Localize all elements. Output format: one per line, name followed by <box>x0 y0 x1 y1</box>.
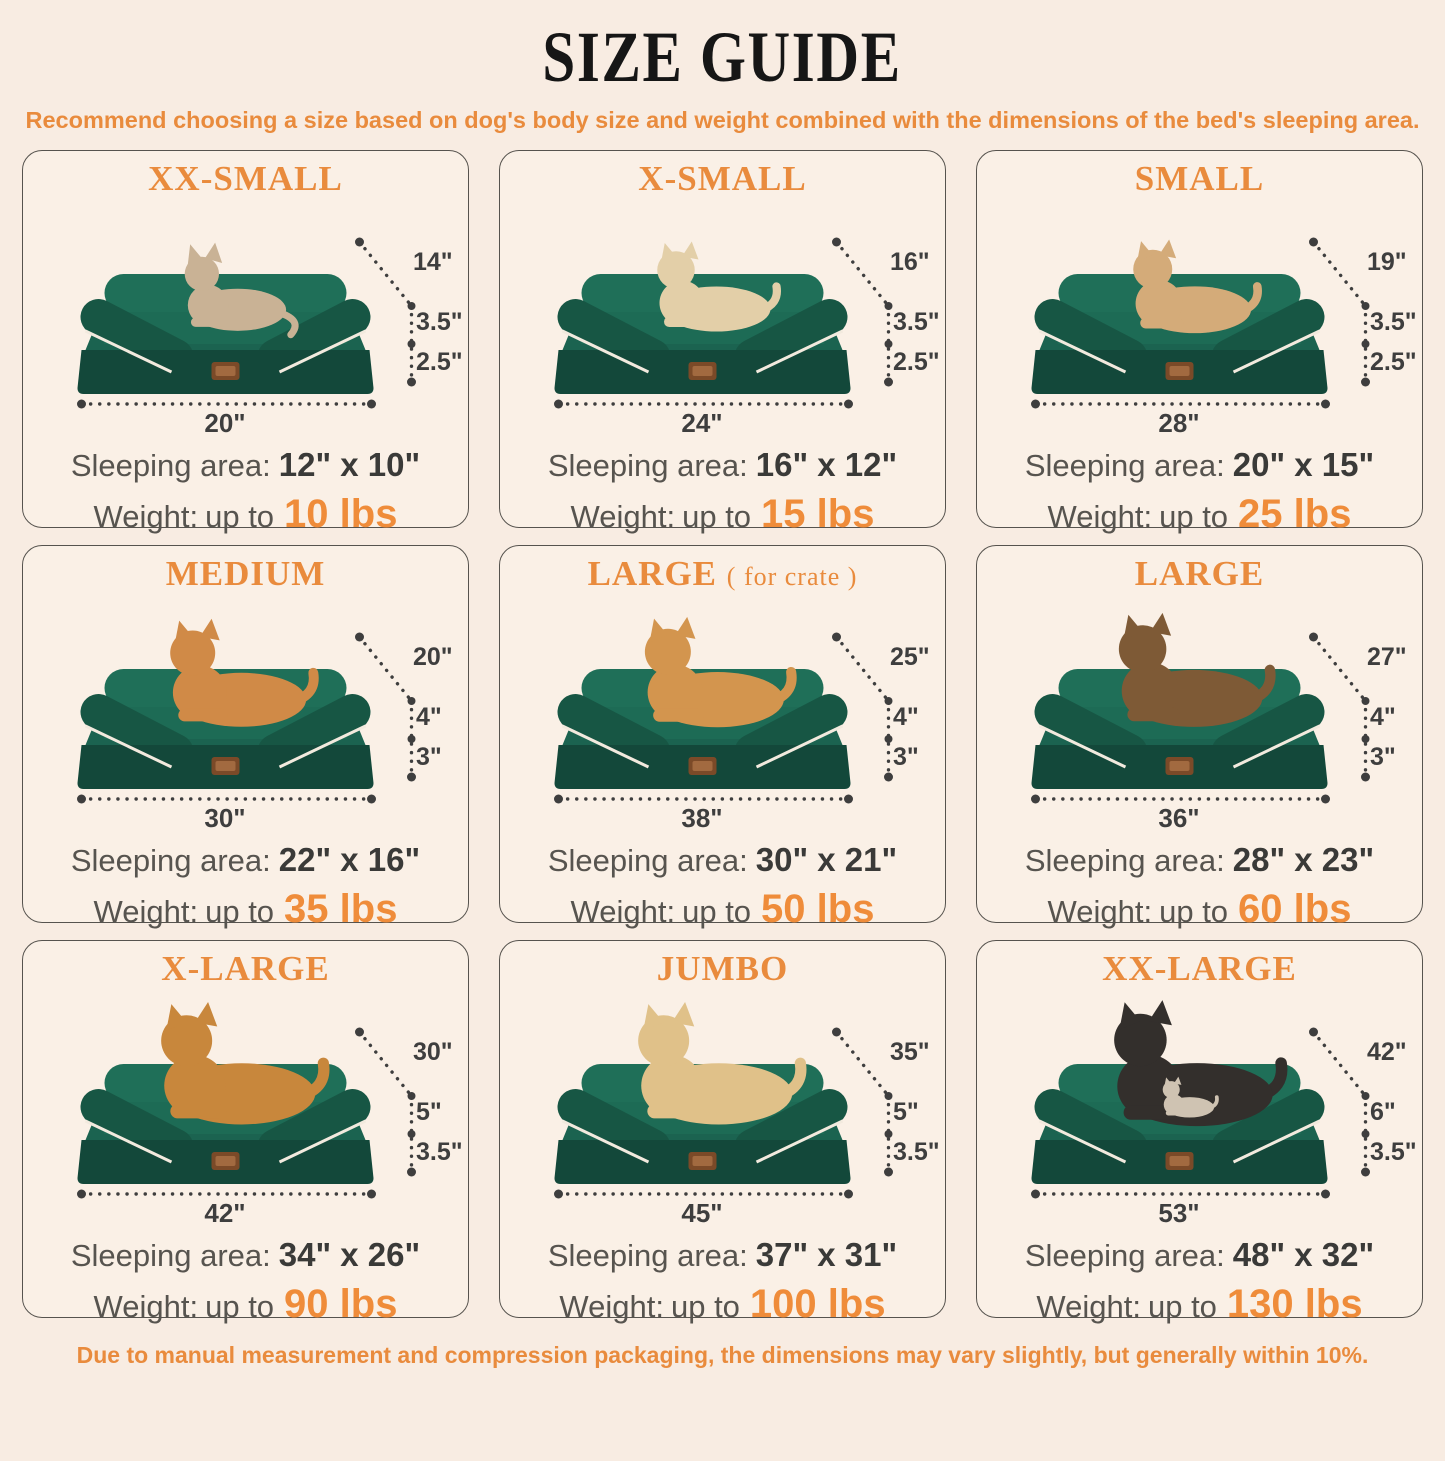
page-header <box>0 16 1445 134</box>
sleeping-area-line <box>23 446 468 484</box>
up-to-label: up to <box>205 893 275 929</box>
base-height-label: 3.5" <box>416 1137 463 1166</box>
up-to-label: up to <box>1147 1288 1217 1324</box>
weight-label: Weight: <box>1036 1288 1141 1324</box>
sleeping-area-label: Sleeping area: <box>1024 1237 1225 1273</box>
bed-illustration <box>23 595 468 833</box>
weight-value: 60 lbs <box>1238 886 1352 931</box>
card-size-title <box>23 556 468 593</box>
bed-illustration <box>500 595 945 833</box>
bolster-height-label: 5" <box>893 1097 919 1126</box>
sleeping-area-label: Sleeping area: <box>547 842 748 878</box>
bed-width-label: 38" <box>681 802 723 833</box>
bolster-height-label: 4" <box>416 702 442 731</box>
sleeping-area-label: Sleeping area: <box>1024 447 1225 483</box>
sleeping-area-value: 48" x 32" <box>1232 1235 1375 1273</box>
dog-silhouette <box>638 1002 801 1124</box>
bed-depth-label: 25" <box>890 642 930 671</box>
card-size-title <box>23 161 468 198</box>
up-to-label: up to <box>1159 498 1229 534</box>
size-name: LARGE <box>1134 554 1265 593</box>
bed-depth-label: 42" <box>1367 1037 1407 1066</box>
size-card-large <box>976 545 1423 931</box>
sleeping-area-label: Sleeping area: <box>70 447 271 483</box>
sleeping-area-label: Sleeping area: <box>70 1237 271 1273</box>
weight-value: 130 lbs <box>1226 1281 1363 1326</box>
weight-line <box>500 1276 945 1332</box>
page-title <box>0 16 1445 99</box>
weight-label: Weight: <box>93 893 199 929</box>
bed-width-label: 45" <box>681 1197 723 1228</box>
size-name: LARGE <box>587 554 718 593</box>
bed-width-label: 30" <box>204 802 246 833</box>
weight-line <box>500 881 945 937</box>
weight-line <box>977 486 1422 542</box>
bolster-height-label: 4" <box>893 702 919 731</box>
sleeping-area-label: Sleeping area: <box>1024 842 1225 878</box>
size-card-small <box>976 150 1423 536</box>
page-subtitle: Recommend choosing a size based on dog's body size and weight combined with the dimensions of the bed's sleeping area. <box>25 107 1420 133</box>
sleeping-area-line <box>23 1236 468 1274</box>
weight-label: Weight: <box>559 1288 664 1324</box>
sleeping-area-label: Sleeping area: <box>547 447 748 483</box>
size-card-x-large <box>22 940 469 1326</box>
weight-line <box>977 881 1422 937</box>
size-card-grid <box>0 150 1445 1326</box>
bed-illustration <box>977 200 1422 438</box>
sleeping-area-value: 30" x 21" <box>755 840 898 878</box>
weight-value: 10 lbs <box>284 491 398 536</box>
weight-line <box>500 486 945 542</box>
bed-dimensions-graphic <box>23 200 468 438</box>
base-height-label: 3.5" <box>893 1137 940 1166</box>
size-card-x-small <box>499 150 946 536</box>
bed-dimensions-graphic <box>23 595 468 833</box>
weight-label: Weight: <box>1047 893 1153 929</box>
weight-label: Weight: <box>1047 498 1153 534</box>
weight-line <box>23 1276 468 1332</box>
size-name: SMALL <box>1134 159 1265 198</box>
dog-silhouette <box>161 1002 324 1124</box>
sleeping-area-line <box>23 841 468 879</box>
bed-depth-label: 19" <box>1367 247 1407 276</box>
weight-label: Weight: <box>93 1288 199 1324</box>
bolster-height-label: 3.5" <box>893 307 940 336</box>
bed-dimensions-graphic <box>500 200 945 438</box>
bed-width-label: 42" <box>204 1197 246 1228</box>
bolster-height-label: 5" <box>416 1097 442 1126</box>
up-to-label: up to <box>682 498 752 534</box>
sleeping-area-value: 16" x 12" <box>755 445 898 483</box>
up-to-label: up to <box>1159 893 1229 929</box>
weight-label: Weight: <box>93 498 199 534</box>
base-height-label: 3" <box>416 742 442 771</box>
bed-width-label: 36" <box>1158 802 1200 833</box>
size-name: XX-LARGE <box>1102 949 1297 988</box>
sleeping-area-value: 37" x 31" <box>755 1235 898 1273</box>
bolster-height-label: 4" <box>1370 702 1396 731</box>
card-size-title <box>977 556 1422 593</box>
measurement-disclaimer: Due to manual measurement and compression packaging, the dimensions may vary slightly, but generally within 10%. <box>76 1342 1369 1368</box>
bed-illustration <box>977 990 1422 1228</box>
card-size-title <box>500 161 945 198</box>
bed-width-label: 28" <box>1158 407 1200 438</box>
bed-depth-label: 27" <box>1367 642 1407 671</box>
bed-dimensions-graphic <box>977 595 1422 833</box>
bed-width-label: 20" <box>204 407 246 438</box>
base-height-label: 2.5" <box>893 347 940 376</box>
bed-illustration <box>23 200 468 438</box>
card-size-title <box>500 556 945 593</box>
weight-line <box>23 881 468 937</box>
base-height-label: 3" <box>1370 742 1396 771</box>
sleeping-area-value: 20" x 15" <box>1232 445 1375 483</box>
bed-illustration <box>500 200 945 438</box>
size-name: XX-SMALL <box>148 159 343 198</box>
bolster-height-label: 3.5" <box>416 307 463 336</box>
sleeping-area-value: 12" x 10" <box>278 445 421 483</box>
size-name: X-LARGE <box>161 949 330 988</box>
size-note: ( for crate ) <box>726 562 858 591</box>
size-card-medium <box>22 545 469 931</box>
base-height-label: 2.5" <box>416 347 463 376</box>
bed-dimensions-graphic <box>23 990 468 1228</box>
size-card-jumbo <box>499 940 946 1326</box>
bed-illustration <box>977 595 1422 833</box>
sleeping-area-line <box>500 446 945 484</box>
bed-dimensions-graphic <box>500 990 945 1228</box>
base-height-label: 3" <box>893 742 919 771</box>
weight-value: 15 lbs <box>761 491 875 536</box>
sleeping-area-value: 34" x 26" <box>278 1235 421 1273</box>
bed-depth-label: 35" <box>890 1037 930 1066</box>
sleeping-area-line <box>500 841 945 879</box>
bed-dimensions-graphic <box>500 595 945 833</box>
page-title-text: SIZE GUIDE <box>542 17 903 97</box>
size-name: JUMBO <box>656 949 789 988</box>
weight-value: 100 lbs <box>749 1281 886 1326</box>
page-footer <box>0 1342 1445 1369</box>
weight-line <box>23 486 468 542</box>
sleeping-area-line <box>977 446 1422 484</box>
up-to-label: up to <box>670 1288 740 1324</box>
card-size-title <box>23 951 468 988</box>
weight-line <box>977 1276 1422 1332</box>
bed-depth-label: 16" <box>890 247 930 276</box>
card-size-title <box>977 951 1422 988</box>
card-size-title <box>500 951 945 988</box>
size-card-xx-small <box>22 150 469 536</box>
sleeping-area-label: Sleeping area: <box>70 842 271 878</box>
bed-illustration <box>23 990 468 1228</box>
bed-depth-label: 14" <box>413 247 453 276</box>
bed-dimensions-graphic <box>977 990 1422 1228</box>
size-name: MEDIUM <box>165 554 326 593</box>
bolster-height-label: 6" <box>1370 1097 1396 1126</box>
weight-value: 90 lbs <box>284 1281 398 1326</box>
bed-depth-label: 30" <box>413 1037 453 1066</box>
bed-depth-label: 20" <box>413 642 453 671</box>
base-height-label: 3.5" <box>1370 1137 1417 1166</box>
up-to-label: up to <box>682 893 752 929</box>
card-size-title <box>977 161 1422 198</box>
sleeping-area-line <box>977 1236 1422 1274</box>
sleeping-area-line <box>500 1236 945 1274</box>
sleeping-area-value: 22" x 16" <box>278 840 421 878</box>
bolster-height-label: 3.5" <box>1370 307 1417 336</box>
weight-value: 25 lbs <box>1238 491 1352 536</box>
weight-value: 35 lbs <box>284 886 398 931</box>
up-to-label: up to <box>205 498 275 534</box>
bed-illustration <box>500 990 945 1228</box>
sleeping-area-label: Sleeping area: <box>547 1237 748 1273</box>
bed-width-label: 53" <box>1158 1197 1200 1228</box>
base-height-label: 2.5" <box>1370 347 1417 376</box>
sleeping-area-value: 28" x 23" <box>1232 840 1375 878</box>
bed-dimensions-graphic <box>977 200 1422 438</box>
weight-label: Weight: <box>570 893 676 929</box>
sleeping-area-line <box>977 841 1422 879</box>
up-to-label: up to <box>205 1288 275 1324</box>
weight-value: 50 lbs <box>761 886 875 931</box>
bed-width-label: 24" <box>681 407 723 438</box>
weight-label: Weight: <box>570 498 676 534</box>
size-card-xx-large <box>976 940 1423 1326</box>
size-card-large-for-crate <box>499 545 946 931</box>
size-name: X-SMALL <box>638 159 807 198</box>
